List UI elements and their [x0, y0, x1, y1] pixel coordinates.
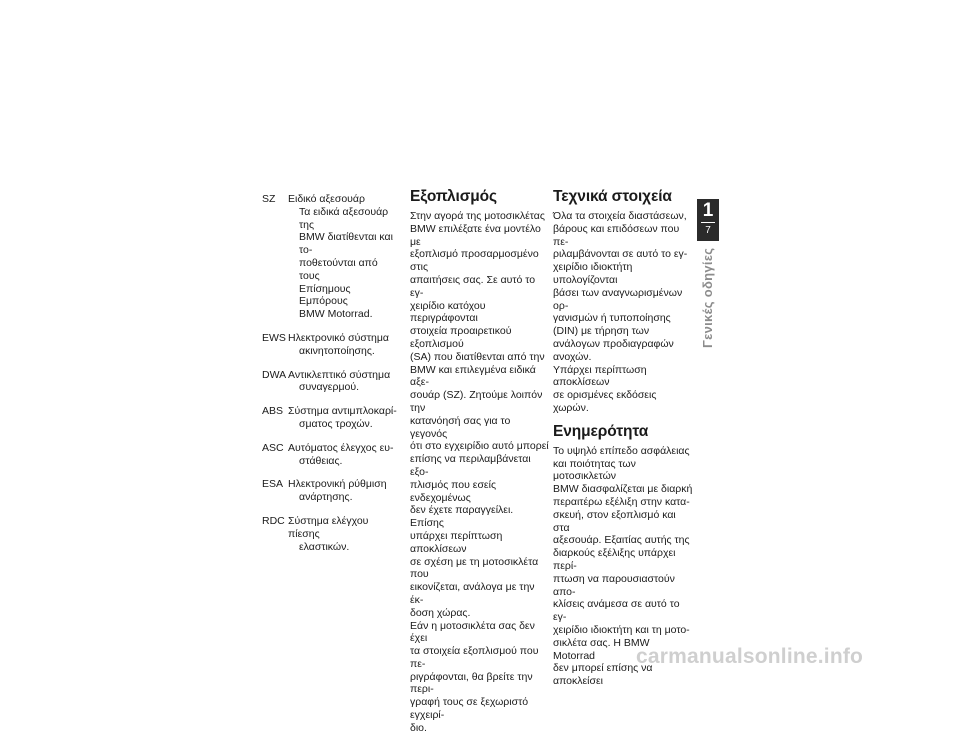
body-line: βάσει των αναγνωρισμένων ορ-	[553, 286, 683, 312]
abbreviation-code: RDC	[262, 514, 285, 527]
body-line: δοση χώρας.	[410, 606, 471, 619]
body-line: σκευή, στον εξοπλισμό και στα	[553, 508, 676, 534]
abbreviation-row-ews	[262, 332, 398, 358]
body-line: ριλαμβάνονται σε αυτό το εγ-	[553, 248, 688, 261]
body-line: κατανόησή σας για το γεγονός	[410, 414, 511, 440]
body-line: απαιτήσεις σας. Σε αυτό το εγ-	[410, 273, 536, 299]
equipment-section	[410, 188, 550, 735]
body-line: εικονίζεται, ανάλογα με την έκ-	[410, 581, 535, 606]
abbreviation-row-dwa	[262, 369, 398, 395]
abbreviation-definition	[288, 332, 398, 358]
equipment-heading: Εξοπλισμός	[410, 188, 497, 205]
definition-line: στάθειας.	[299, 454, 343, 467]
body-line: αξεσουάρ. Εξαιτίας αυτής της	[553, 534, 690, 547]
abbreviation-row-esa	[262, 478, 398, 504]
update-heading: Ενημερότητα	[553, 422, 649, 440]
technical-update-column	[553, 188, 693, 688]
body-line: BMW και επιλεγμένα ειδικά αξε-	[410, 363, 536, 389]
body-line: περαιτέρω εξέλιξη στην κατα-	[553, 495, 690, 508]
body-line: ανάλογων προδιαγραφών ανοχών.	[553, 337, 674, 363]
abbreviation-code: ABS	[262, 405, 284, 418]
definition-line: Επίσημους Εμπόρους	[299, 282, 351, 308]
definition-line: Τα ειδικά αξεσουάρ της	[299, 205, 389, 231]
body-line: κλίσεις ανάμεσα σε αυτό το εγ-	[553, 598, 680, 624]
body-line: στοιχεία προαιρετικού εξοπλισμού	[410, 325, 512, 350]
body-line: σικλέτα σας. Η BMW Motorrad	[553, 636, 650, 662]
body-line: γανισμών ή τυποποίησης (DIN) με τήρηση των	[553, 312, 671, 338]
definition-line: Ειδικό αξεσουάρ	[288, 193, 365, 205]
abbreviation-row-abs	[262, 405, 398, 431]
definition-line: ελαστικών.	[299, 540, 350, 553]
abbreviation-list	[262, 193, 398, 564]
body-line: τα στοιχεία εξοπλισμού που πε-	[410, 645, 539, 670]
abbreviation-code: ESA	[262, 478, 284, 491]
definition-line: ακινητοποίησης.	[299, 344, 375, 357]
body-line: BMW διασφαλίζεται με διαρκή	[553, 483, 693, 496]
abbreviation-code: DWA	[262, 368, 287, 381]
body-line: εξοπλισμό προσαρμοσμένο στις	[410, 248, 539, 274]
definition-line: ποθετούνται από τους	[299, 256, 378, 282]
body-line: ότι στο εγχειρίδιο αυτό μπορεί	[410, 440, 549, 453]
abbreviation-definition	[288, 369, 398, 395]
technical-body	[553, 210, 693, 415]
body-line: επίσης να περιλαμβάνεται εξο-	[410, 453, 531, 478]
body-line: σουάρ (SZ). Ζητούμε λοιπόν την	[410, 389, 543, 414]
abbreviation-row-asc	[262, 442, 398, 468]
definition-line: συναγερμού.	[299, 381, 359, 394]
definition-line: Σύστημα ελέγχου πίεσης	[288, 514, 369, 540]
watermark: carmanualsonline.info	[636, 645, 864, 668]
abbreviation-definition	[288, 405, 398, 431]
abbreviation-code: EWS	[262, 331, 286, 344]
definition-line: BMW Motorrad.	[299, 308, 373, 321]
definition-line: Αντικλεπτικό σύστημα	[288, 368, 391, 381]
body-line: Εάν η μοτοσικλέτα σας δεν έχει	[410, 619, 535, 645]
body-line: δεν έχετε παραγγείλει. Επίσης	[410, 504, 514, 530]
abbreviation-definition	[288, 442, 398, 468]
body-line: γραφή τους σε ξεχωριστό εγχειρί-	[410, 696, 529, 722]
body-line: διαρκούς εξέλιξης υπάρχει περί-	[553, 547, 676, 572]
abbreviation-code: SZ	[262, 193, 276, 205]
technical-heading: Τεχνικά στοιχεία	[553, 188, 672, 205]
body-line: σε σχέση με τη μοτοσικλέτα που	[410, 555, 539, 581]
body-line: Όλα τα στοιχεία διαστάσεων,	[553, 210, 687, 222]
body-line: βάρους και επιδόσεων που πε-	[553, 222, 680, 248]
definition-line: BMW διατίθενται και το-	[299, 231, 393, 257]
body-line: Το υψηλό επίπεδο ασφάλειας	[553, 444, 690, 457]
definition-line: Αυτόματος έλεγχος ευ-	[288, 441, 394, 454]
page-number: 7	[705, 225, 711, 236]
body-line: Υπάρχει περίπτωση αποκλίσεων	[553, 363, 647, 389]
abbreviation-code: ASC	[262, 441, 284, 454]
body-line: δεν μπορεί επίσης να αποκλείσει	[553, 662, 653, 688]
body-line: πλισμός που εσείς ενδεχομένως	[410, 478, 497, 504]
definition-line: ανάρτησης.	[299, 491, 353, 504]
abbreviation-row-sz	[262, 193, 398, 321]
abbreviation-definition	[288, 515, 398, 553]
chapter-tab	[697, 199, 719, 241]
body-line: χειρίδιο ιδιοκτήτη και τη μοτο-	[553, 623, 690, 636]
body-line: χειρίδιο κατόχου περιγράφονται	[410, 299, 486, 325]
body-line: σε ορισμένες εκδόσεις χωρών.	[553, 389, 657, 414]
chapter-side-title: Γενικές οδηγίες	[700, 248, 715, 349]
abbreviation-row-rdc	[262, 515, 398, 553]
definition-line: Ηλεκτρονική ρύθμιση	[288, 478, 387, 491]
body-line: (SA) που διατίθενται από την	[410, 350, 545, 363]
body-line: πτωση να παρουσιαστούν απο-	[553, 572, 675, 598]
body-line: ριγράφονται, θα βρείτε την περι-	[410, 670, 533, 696]
definition-line: Σύστημα αντιμπλοκαρί-	[288, 405, 397, 418]
definition-line: σματος τροχών.	[299, 417, 373, 430]
abbreviation-definition	[288, 193, 398, 321]
chapter-number: 1	[702, 200, 714, 221]
definition-line: Ηλεκτρονικό σύστημα	[288, 331, 389, 344]
body-line: και ποιότητας των μοτοσικλετών	[553, 457, 636, 483]
body-line: BMW επιλέξατε ένα μοντέλο με	[410, 222, 541, 248]
equipment-body	[410, 210, 550, 735]
body-line: διο.	[410, 721, 427, 734]
abbreviation-definition	[288, 478, 398, 504]
body-line: υπάρχει περίπτωση αποκλίσεων	[410, 529, 503, 555]
body-line: Στην αγορά της μοτοσικλέτας	[410, 210, 545, 222]
body-line: χειρίδιο ιδιοκτήτη υπολογίζονται	[553, 261, 633, 286]
